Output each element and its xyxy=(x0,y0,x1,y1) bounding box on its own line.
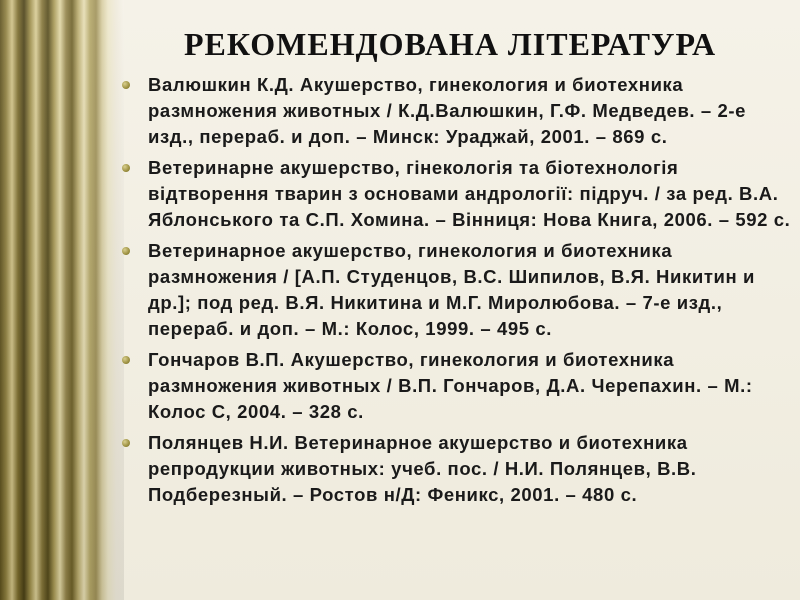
reference-item xyxy=(120,238,792,342)
reference-text: Полянцев Н.И. Ветеринарное акушерство и биотехника репродукции животных: учеб. пос. / Н.И. Полянцев, В.В. Подберезный. – Ростов н/Д: Феникс, 2001. – 480 с. xyxy=(148,432,697,505)
reference-list xyxy=(120,72,792,513)
bullet-icon xyxy=(122,81,130,89)
reference-item xyxy=(120,155,792,233)
reference-text: Ветеринарне акушерство, гінекологія та біотехнологія відтворення тварин з основами андрології: підруч. / за ред. В.А. Яблонського та С.П. Хомина. – Вінниця: Нова Книга, 2006. – 592 с. xyxy=(148,157,791,230)
slide-title: РЕКОМЕНДОВАНА ЛІТЕРАТУРА xyxy=(183,26,717,62)
decorative-gold-stripes xyxy=(0,0,124,600)
reference-item xyxy=(120,430,792,508)
reference-item xyxy=(120,72,792,150)
bullet-icon xyxy=(122,164,130,172)
reference-text: Ветеринарное акушерство, гинекология и биотехника размножения / [А.П. Студенцов, В.С. Шипилов, В.Я. Никитин и др.]; под ред. В.Я. Никитина и М.Г. Миролюбова. – 7-е изд., перераб. и доп. – М.: Колос, 1999. – 495 с. xyxy=(148,240,755,339)
bullet-icon xyxy=(122,439,130,447)
bullet-icon xyxy=(122,356,130,364)
reference-text: Валюшкин К.Д. Акушерство, гинекология и биотехника размножения животных / К.Д.Валюшкин, Г.Ф. Медведев. – 2-е изд., перераб. и доп. – Минск: Ураджай, 2001. – 869 с. xyxy=(148,74,747,147)
reference-text: Гончаров В.П. Акушерство, гинекология и биотехника размножения животных / В.П. Гончаров, Д.А. Черепахин. – М.: Колос С, 2004. – 328 с. xyxy=(148,349,753,422)
reference-item xyxy=(120,347,792,425)
bullet-icon xyxy=(122,247,130,255)
